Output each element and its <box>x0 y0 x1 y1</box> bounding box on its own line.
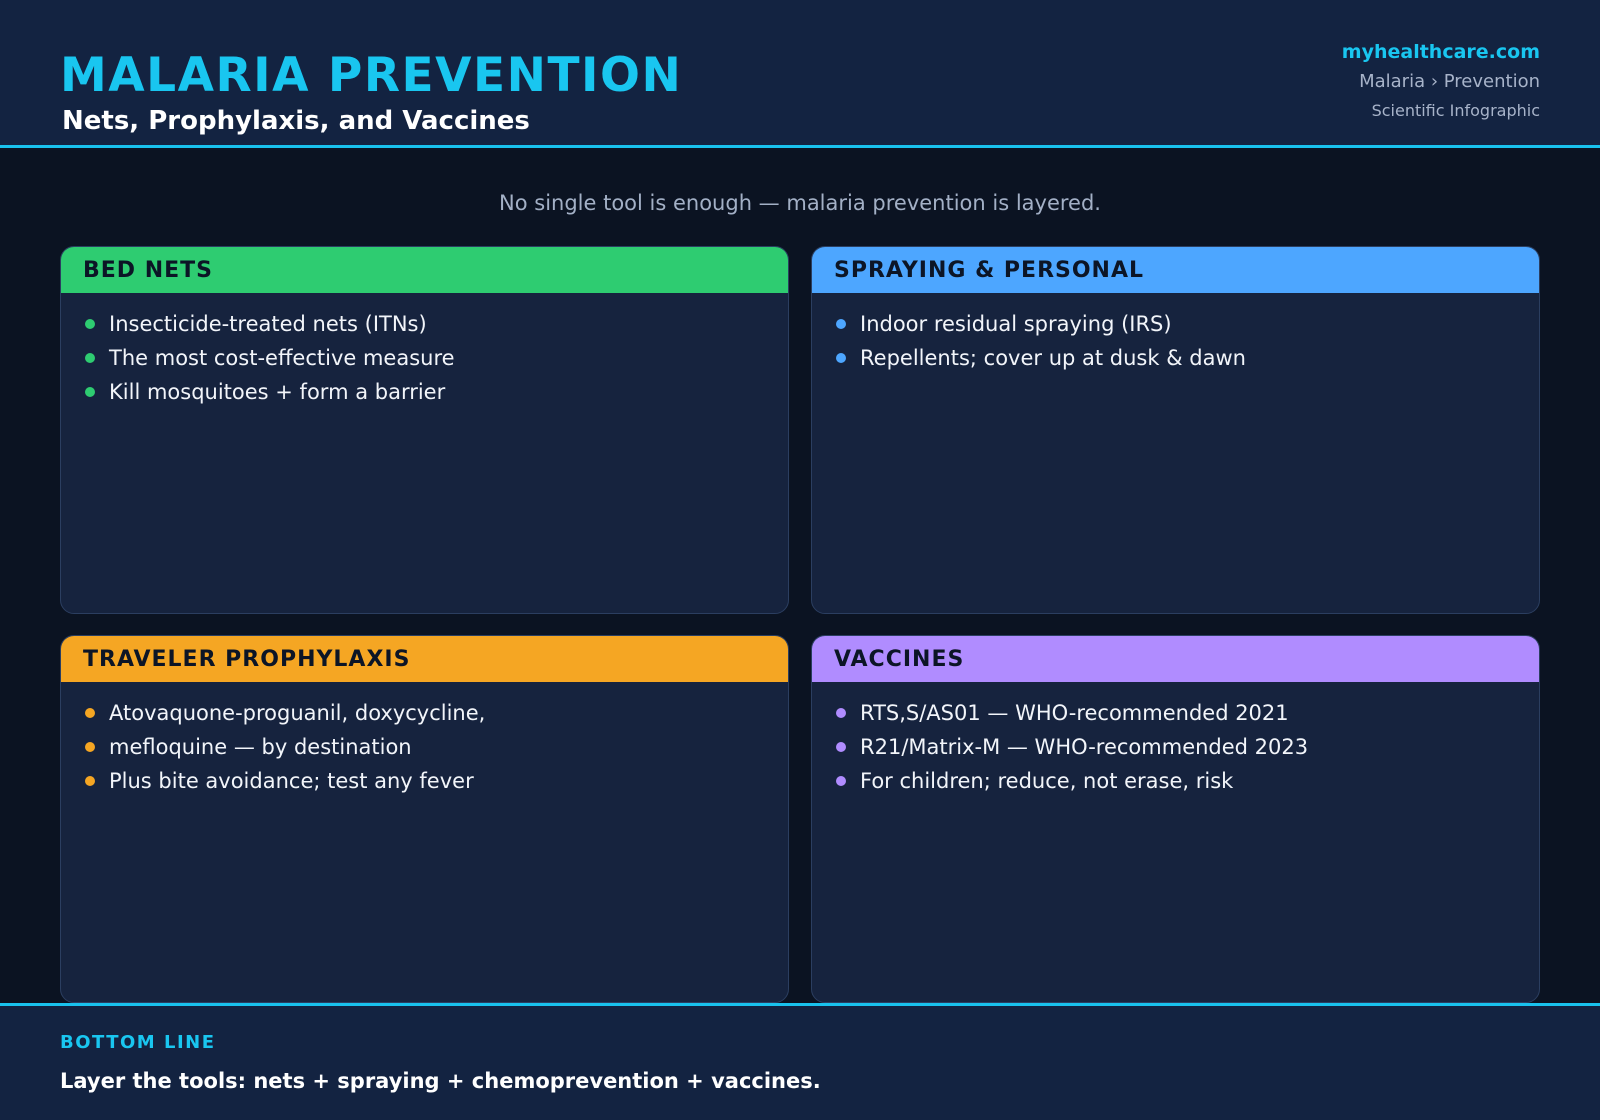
bullet-dot-icon <box>85 387 95 397</box>
list-item-text: Atovaquone-proguanil, doxycycline, <box>109 701 486 725</box>
bullet-dot-icon <box>85 353 95 363</box>
bullet-list <box>812 293 1539 375</box>
bottom-line-text: Layer the tools: nets + spraying + chemoprevention + vaccines. <box>60 1069 821 1093</box>
list-item <box>85 307 788 341</box>
bullet-list <box>61 682 788 798</box>
bullet-dot-icon <box>85 742 95 752</box>
list-item-text: Kill mosquitoes + form a barrier <box>109 380 446 404</box>
list-item <box>836 764 1539 798</box>
bullet-dot-icon <box>836 708 846 718</box>
card-header: VACCINES <box>812 636 1539 682</box>
bullet-dot-icon <box>836 742 846 752</box>
card-bed-nets <box>60 246 789 614</box>
bullet-dot-icon <box>836 353 846 363</box>
intro-text: No single tool is enough — malaria prevention is layered. <box>499 191 1101 215</box>
list-item <box>85 375 788 409</box>
list-item-text: The most cost-effective measure <box>109 346 455 370</box>
list-item <box>836 307 1539 341</box>
list-item-text: Insecticide-treated nets (ITNs) <box>109 312 427 336</box>
page-subtitle: Nets, Prophylaxis, and Vaccines <box>62 106 530 136</box>
site-brand: myhealthcare.com <box>1341 41 1540 63</box>
card-header: SPRAYING & PERSONAL <box>812 247 1539 293</box>
list-item-text: Plus bite avoidance; test any fever <box>109 769 474 793</box>
list-item-text: Indoor residual spraying (IRS) <box>860 312 1172 336</box>
bottom-line-label: BOTTOM LINE <box>60 1032 216 1053</box>
bullet-dot-icon <box>836 776 846 786</box>
header <box>0 0 1600 148</box>
infographic-tag: Scientific Infographic <box>1371 101 1540 120</box>
list-item-text: For children; reduce, not erase, risk <box>860 769 1234 793</box>
card-spraying-personal <box>811 246 1540 614</box>
list-item-text: Repellents; cover up at dusk & dawn <box>860 346 1246 370</box>
bottom-line-footer <box>0 1003 1600 1120</box>
card-header: BED NETS <box>61 247 788 293</box>
bullet-dot-icon <box>85 319 95 329</box>
list-item-text: RTS,S/AS01 — WHO-recommended 2021 <box>860 701 1289 725</box>
card-header: TRAVELER PROPHYLAXIS <box>61 636 788 682</box>
bullet-list <box>61 293 788 409</box>
list-item <box>836 696 1539 730</box>
bullet-list <box>812 682 1539 798</box>
breadcrumb: Malaria › Prevention <box>1359 71 1540 92</box>
bullet-dot-icon <box>836 319 846 329</box>
bullet-dot-icon <box>85 776 95 786</box>
list-item <box>85 764 788 798</box>
bullet-dot-icon <box>85 708 95 718</box>
page-title: MALARIA PREVENTION <box>60 48 683 103</box>
list-item <box>85 730 788 764</box>
list-item <box>85 341 788 375</box>
list-item <box>836 341 1539 375</box>
card-traveler-prophylaxis <box>60 635 789 1003</box>
list-item <box>85 696 788 730</box>
list-item <box>836 730 1539 764</box>
list-item-text: R21/Matrix-M — WHO-recommended 2023 <box>860 735 1309 759</box>
list-item-text: mefloquine — by destination <box>109 735 412 759</box>
card-vaccines <box>811 635 1540 1003</box>
